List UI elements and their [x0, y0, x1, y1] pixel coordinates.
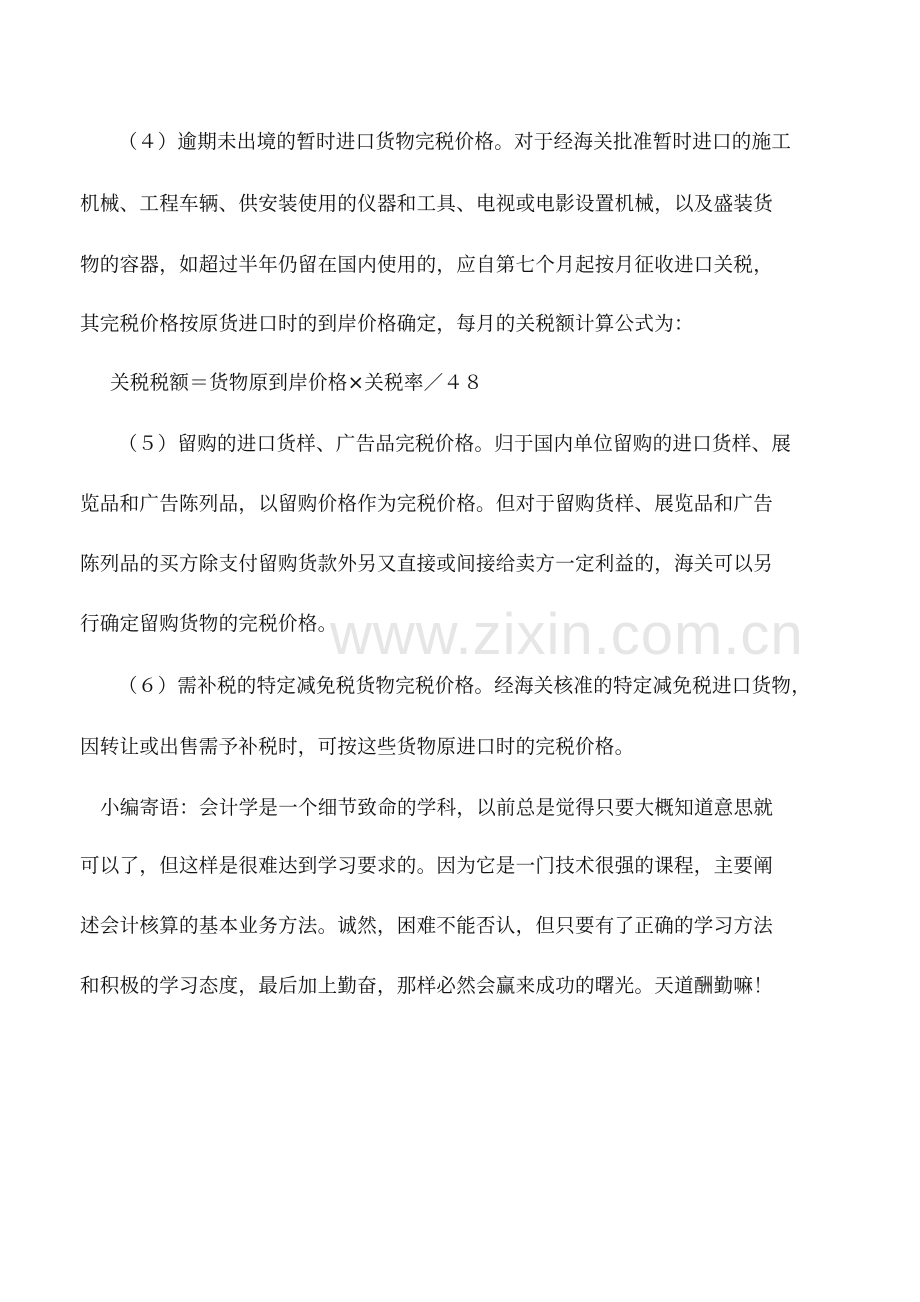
- paragraph-4-line-2: 机械、工程车辆、供安装使用的仪器和工具、电视或电影设置机械，以及盛装货: [80, 192, 774, 215]
- paragraph-4-line-1: （４）逾期未出境的暂时进口货物完税价格。对于经海关批准暂时进口的施工: [118, 130, 792, 153]
- watermark: www.zixin.com.cn: [330, 602, 804, 667]
- editor-note-line-2: 可以了，但这样是很难达到学习要求的。因为它是一门技术很强的课程，主要阐: [80, 854, 774, 877]
- paragraph-5-line-4: 行确定留购货物的完税价格。: [80, 612, 338, 635]
- editor-note-line-3: 述会计核算的基本业务方法。诚然，困难不能否认，但只要有了正确的学习方法: [80, 914, 774, 937]
- paragraph-6-line-2: 因转让或出售需予补税时，可按这些货物原进口时的完税价格。: [80, 735, 635, 758]
- paragraph-4-line-3: 物的容器，如超过半年仍留在国内使用的，应自第七个月起按月征收进口关税，: [80, 253, 774, 276]
- paragraph-5-line-2: 览品和广告陈列品，以留购价格作为完税价格。但对于留购货样、展览品和广告: [80, 492, 774, 515]
- editor-note-line-1: 小编寄语：会计学是一个细节致命的学科，以前总是觉得只要大概知道意思就: [100, 796, 774, 819]
- paragraph-6-line-1: （６）需补税的特定减免税货物完税价格。经海关核准的特定减免税进口货物，: [118, 674, 812, 697]
- editor-note-line-4: 和积极的学习态度，最后加上勤奋，那样必然会赢来成功的曙光。天道酬勤嘛！: [80, 974, 774, 997]
- paragraph-5-line-3: 陈列品的买方除支付留购货款外另又直接或间接给卖方一定利益的，海关可以另: [80, 552, 774, 575]
- paragraph-4-line-4: 其完税价格按原货进口时的到岸价格确定，每月的关税额计算公式为：: [80, 312, 694, 335]
- formula-line: 关税税额＝货物原到岸价格×关税率／４８: [110, 371, 484, 394]
- paragraph-5-line-1: （５）留购的进口货样、广告品完税价格。归于国内单位留购的进口货样、展: [118, 432, 792, 455]
